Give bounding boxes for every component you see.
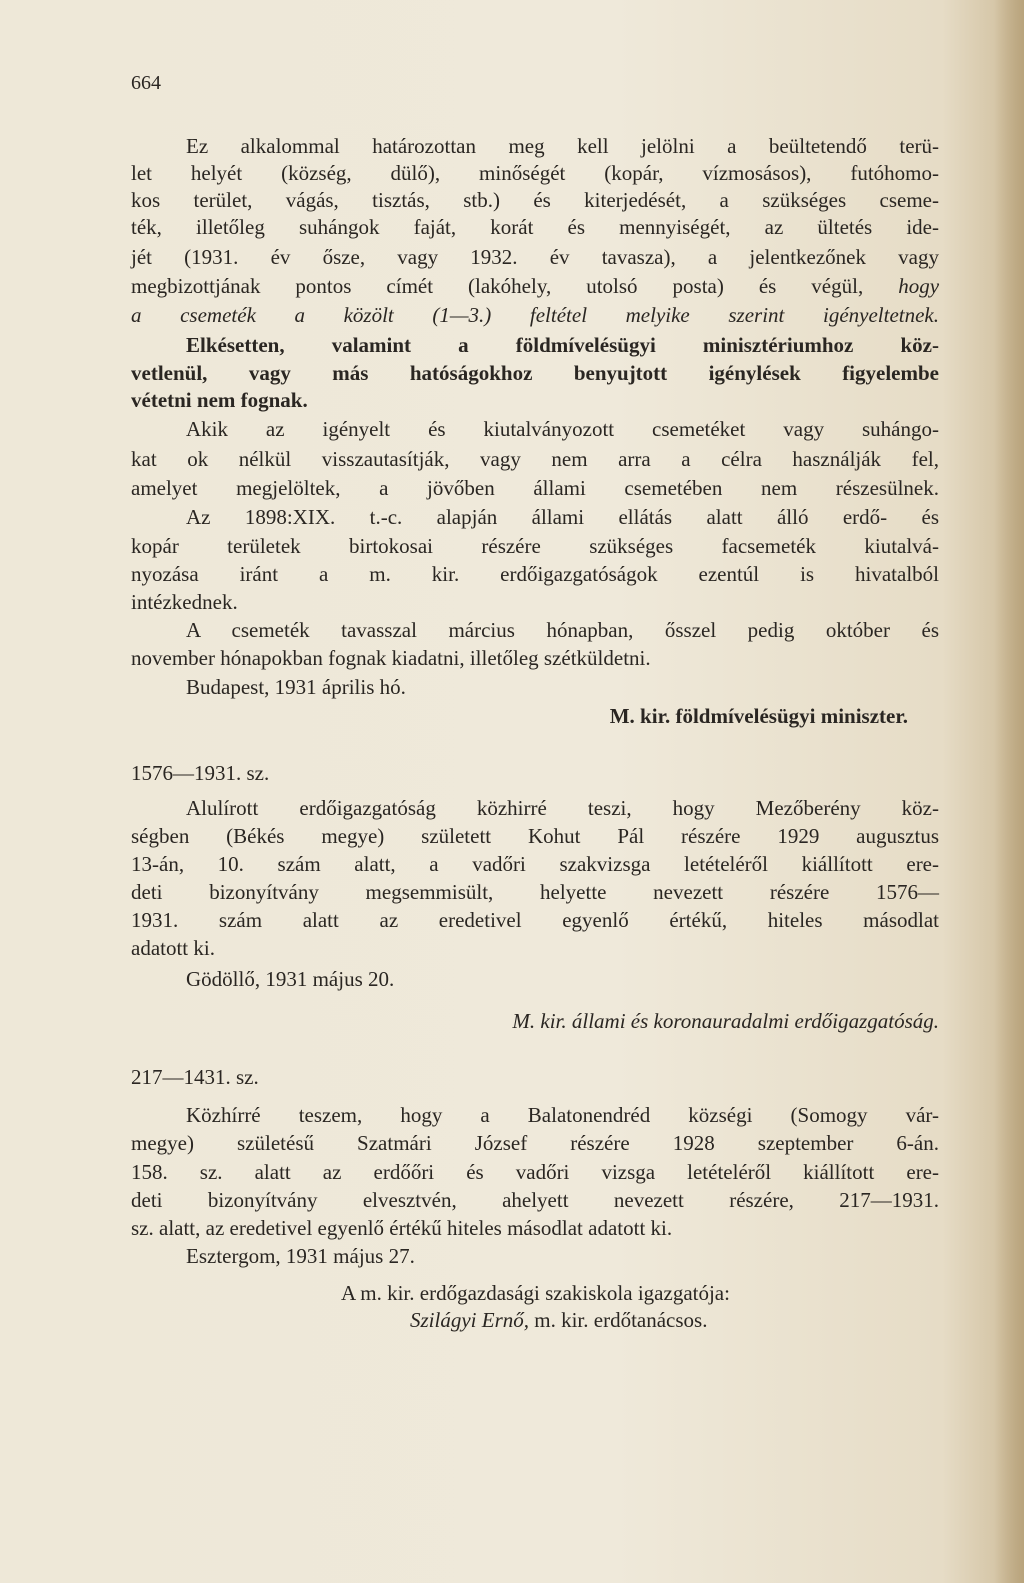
text-line: nyozása iránt a m. kir. erdőigazgatóságok ezentúl is hivatalból xyxy=(131,562,939,586)
text-line: Ez alkalommal határozottan meg kell jelölni a beültetendő terü- xyxy=(186,134,939,158)
text-line: kos terület, vágás, tisztás, stb.) és kiterjedését, a szükséges cseme- xyxy=(131,188,939,212)
signature: M. kir. földmívelésügyi miniszter. xyxy=(609,704,908,728)
signature-name: Szilágyi Ernő, xyxy=(410,1308,529,1332)
text-segment: megbizottjának pontos címét (lakóhely, utolsó posta) és végül, xyxy=(131,274,864,298)
signature-title-line: A m. kir. erdőgazdasági szakiskola igazgatója: xyxy=(341,1281,730,1305)
text-line: kat ok nélkül visszautasítják, vagy nem arra a célra használják fel, xyxy=(131,447,939,471)
page-edge-shadow xyxy=(994,0,1024,1583)
signature-rank: m. kir. erdőtanácsos. xyxy=(534,1308,708,1332)
text-line xyxy=(131,273,939,300)
bold-text-line: Elkésetten, valamint a földmívelésügyi minisztériumhoz köz- xyxy=(186,333,939,357)
place-date: Esztergom, 1931 május 27. xyxy=(186,1244,415,1268)
text-line: A csemeték tavasszal március hónapban, ősszel pedig október és xyxy=(186,618,939,642)
text-line: let helyét (község, dülő), minőségét (kopár, vízmosásos), futóhomo- xyxy=(131,161,939,185)
text-line: ték, illetőleg suhángok faját, korát és mennyiségét, az ültetés ide- xyxy=(131,215,939,239)
text-line: deti bizonyítvány elvesztvén, ahelyett nevezett részére, 217—1931. xyxy=(131,1188,939,1212)
place-date: Budapest, 1931 április hó. xyxy=(186,675,406,699)
bold-text-line: vétetni nem fognak. xyxy=(131,388,308,412)
signature-name-line xyxy=(410,1307,939,1334)
text-line: 158. sz. alatt az erdőőri és vadőri vizsga letételéről kiállított ere- xyxy=(131,1160,939,1184)
text-line: Alulírott erdőigazgatóság közhirré teszi, hogy Mezőberény köz- xyxy=(186,796,939,820)
place-date: Gödöllő, 1931 május 20. xyxy=(186,967,395,991)
text-line: Közhírré teszem, hogy a Balatonendréd községi (Somogy vár- xyxy=(186,1103,939,1127)
signature: M. kir. állami és koronauradalmi erdőigazgatóság. xyxy=(512,1009,939,1033)
italic-text-line: a csemeték a közölt (1—3.) feltétel melyike szerint igényeltetnek. xyxy=(131,303,939,327)
text-line: ségben (Békés megye) született Kohut Pál részére 1929 augusztus xyxy=(131,824,939,848)
page-number: 664 xyxy=(131,72,161,94)
document-number: 1576—1931. sz. xyxy=(131,761,270,785)
text-line: Az 1898:XIX. t.-c. alapján állami ellátás alatt álló erdő- és xyxy=(186,505,939,529)
italic-text: hogy xyxy=(898,274,940,298)
text-line: amelyet megjelöltek, a jövőben állami csemetében nem részesülnek. xyxy=(131,476,939,500)
text-line: 13-án, 10. szám alatt, a vadőri szakvizsga letételéről kiállított ere- xyxy=(131,852,939,876)
text-line: Akik az igényelt és kiutalványozott csemetéket vagy suhángo- xyxy=(186,417,939,441)
text-line: megye) születésű Szatmári József részére 1928 szeptember 6-án. xyxy=(131,1131,939,1155)
text-line: deti bizonyítvány megsemmisült, helyette nevezett részére 1576— xyxy=(131,880,939,904)
text-line: adatott ki. xyxy=(131,936,215,960)
text-line: november hónapokban fognak kiadatni, illetőleg szétküldetni. xyxy=(131,646,651,670)
document-number: 217—1431. sz. xyxy=(131,1065,259,1089)
text-line: jét (1931. év ősze, vagy 1932. év tavasza), a jelentkezőnek vagy xyxy=(131,245,939,269)
text-line: intézkednek. xyxy=(131,590,238,614)
bold-text-line: vetlenül, vagy más hatóságokhoz benyujtott igénylések figyelembe xyxy=(131,361,939,385)
text-line: kopár területek birtokosai részére szükséges facsemeték kiutalvá- xyxy=(131,534,939,558)
text-line: sz. alatt, az eredetivel egyenlő értékű hiteles másodlat adatott ki. xyxy=(131,1216,673,1240)
text-line: 1931. szám alatt az eredetivel egyenlő értékű, hiteles másodlat xyxy=(131,908,939,932)
